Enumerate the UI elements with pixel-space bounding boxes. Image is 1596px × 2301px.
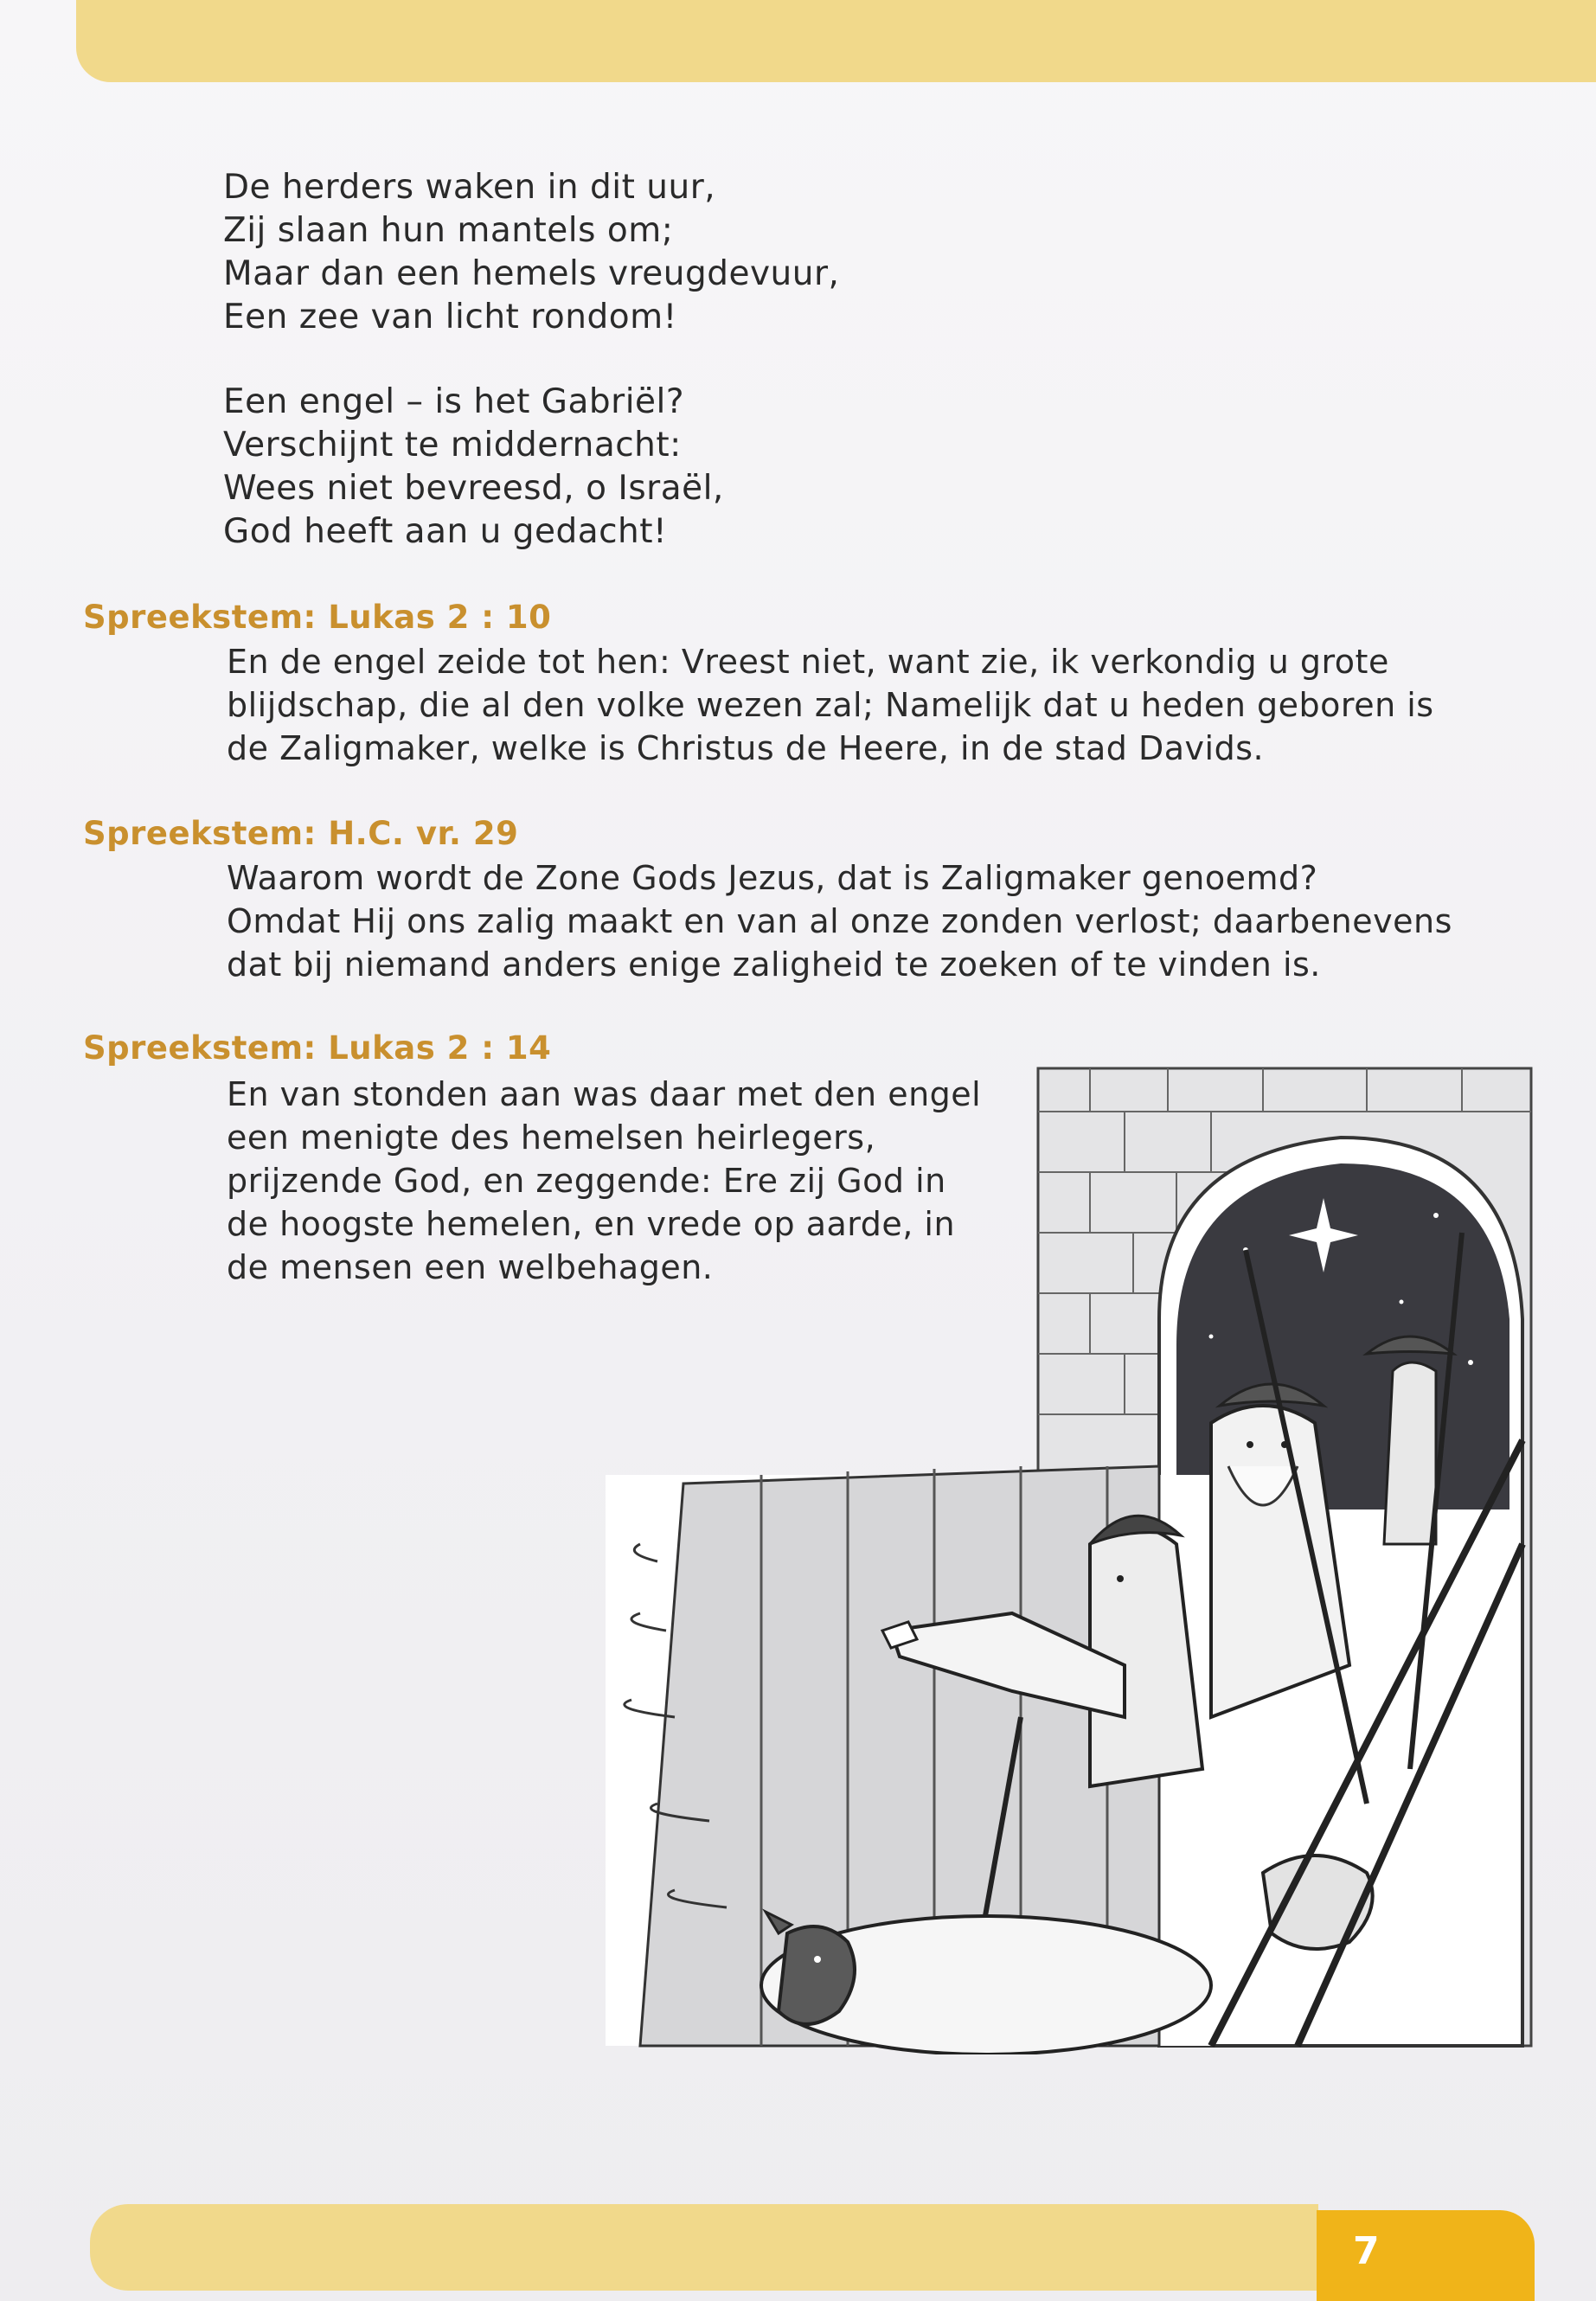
page-number-box <box>1317 2210 1535 2301</box>
text-line: blijdschap, die al den volke wezen zal; Namelijk dat u heden geboren is <box>227 686 1434 724</box>
text-line: En de engel zeide tot hen: Vreest niet, want zie, ik verkondig u grote <box>227 643 1389 681</box>
text-line: Omdat Hij ons zalig maakt en van al onze zonden verlost; daarbenevens <box>227 902 1452 940</box>
text-line: de mensen een welbehagen. <box>227 1248 714 1286</box>
section-text <box>227 640 1434 770</box>
poem-line: Wees niet bevreesd, o Israël, <box>223 469 724 508</box>
text-line: Waarom wordt de Zone Gods Jezus, dat is Zaligmaker genoemd? <box>227 859 1318 897</box>
text-line: de Zaligmaker, welke is Christus de Heere, in de stad Davids. <box>227 729 1265 767</box>
text-line: de hoogste hemelen, en vrede op aarde, in <box>227 1205 956 1243</box>
text-line: prijzende God, en zeggende: Ere zij God in <box>227 1162 946 1200</box>
section-text <box>227 856 1452 986</box>
poem-line: De herders waken in dit uur, <box>223 168 716 207</box>
footer-band <box>90 2204 1318 2291</box>
poem-line: Een zee van licht rondom! <box>223 298 677 336</box>
poem-line: Maar dan een hemels vreugdevuur, <box>223 254 840 293</box>
shepherds-illustration <box>606 1060 1540 2054</box>
page-number: 7 <box>1353 2229 1380 2273</box>
poem-line: Verschijnt te middernacht: <box>223 426 682 465</box>
poem-line: Zij slaan hun mantels om; <box>223 211 674 250</box>
text-line: En van stonden aan was daar met den engel <box>227 1075 982 1113</box>
poem <box>223 166 839 595</box>
section-heading: Spreekstem: Lukas 2 : 10 <box>83 599 552 636</box>
text-line: een menigte des hemelsen heirlegers, <box>227 1118 876 1157</box>
poem-stanza <box>223 381 839 554</box>
section-heading: Spreekstem: H.C. vr. 29 <box>83 815 519 852</box>
header-band <box>76 0 1596 82</box>
section-heading: Spreekstem: Lukas 2 : 14 <box>83 1029 552 1067</box>
text-line: dat bij niemand anders enige zaligheid te zoeken of te vinden is. <box>227 945 1321 984</box>
poem-line: God heeft aan u gedacht! <box>223 512 668 551</box>
poem-stanza <box>223 166 839 339</box>
poem-line: Een engel – is het Gabriël? <box>223 382 685 421</box>
